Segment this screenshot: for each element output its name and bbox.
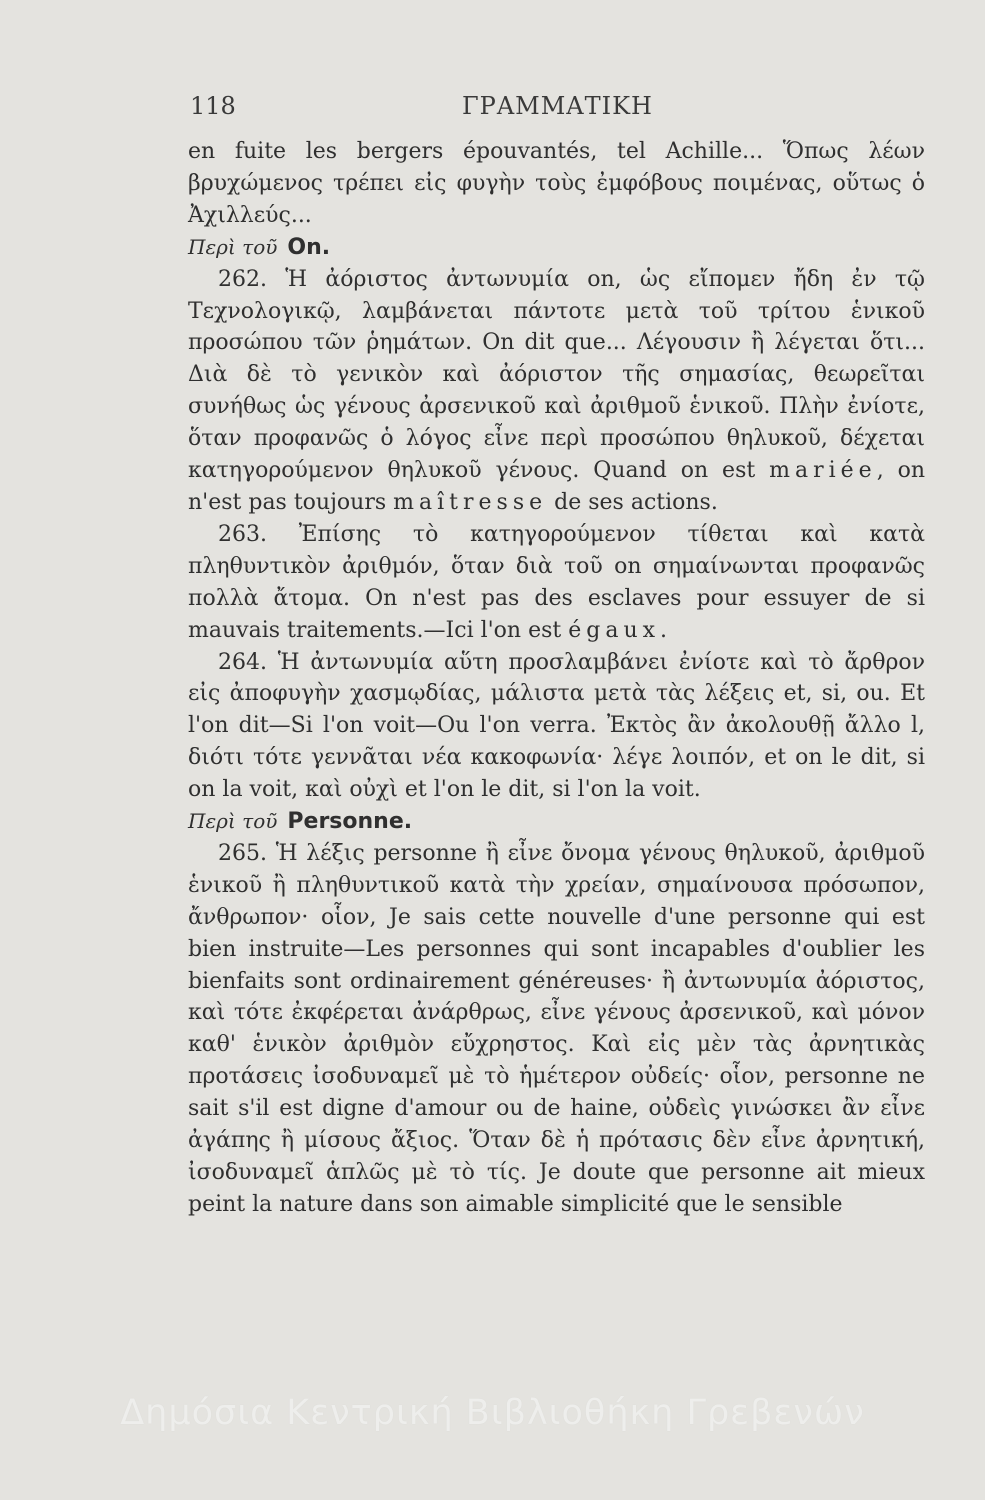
- paragraph-262-end: de ses actions.: [554, 489, 718, 515]
- section-title-word: Personne.: [287, 809, 413, 835]
- library-watermark: Δημόσια Κεντρική Βιβλιοθήκη Γρεβενών: [120, 1393, 865, 1433]
- paragraph-262-mid: , on n'est pas toujours: [188, 458, 925, 515]
- section-title-on: [188, 232, 925, 264]
- section-title-prefix: Περὶ τοῦ: [188, 809, 278, 834]
- emphasis-mariee: mariée: [769, 458, 877, 484]
- paragraph-265: 265. Ἡ λέξις personne ἢ εἶνε ὄνομα γένους θηλυκοῦ, ἀριθμοῦ ἑνικοῦ ἢ πληθυντικοῦ κατὰ τὴν χρείαν, σημαίνουσα πρόσωπον, ἄνθρωπον· οἷον, Je sais cette nouvelle d'une personne qui est bien instruite—Les personnes qui sont incapables d'oublier les bienfaits sont ordinairement généreuses· ἢ ἀντωνυμία ἀόριστος, καὶ τότε ἐκφέρεται ἀνάρθρως, εἶνε γένους ἀρσενικοῦ, καὶ μόνον καθ' ἑνικὸν ἀριθμὸν εὔχρηστος. Καὶ εἰς μὲν τὰς ἀρνητικὰς προτάσεις ἰσοδυναμεῖ μὲ τὸ ἡμέτερον οὐδείς· οἷον, personne ne sait s'il est digne d'amour ou de haine, οὐδεὶς γινώσκει ἂν εἶνε ἀγάπης ἢ μίσους ἄξιος. Ὅταν δὲ ἡ πρότασις δὲν εἶνε ἀρνητική, ἰσοδυναμεῖ ἁπλῶς μὲ τὸ τίς. Je doute que personne ait mieux peint la nature dans son aimable simplicité que le sensible: [188, 840, 925, 1217]
- intro-paragraph: en fuite les bergers épouvantés, tel Achille... Ὅπως λέων βρυχώμενος τρέπει εἰς φυγὴν τοὺς ἐμφόβους ποιμένας, οὕτως ὁ Ἀχιλλεύς...: [188, 139, 925, 228]
- page-header: [190, 92, 925, 126]
- paragraph-264: 264. Ἡ ἀντωνυμία αὕτη προσλαμβάνει ἐνίοτε καὶ τὸ ἄρθρον εἰς ἀποφυγὴν χασμῳδίας, μάλιστα μετὰ τὰς λέξεις et, si, ou. Et l'on dit—Si l'on voit—Ou l'on verra. Ἐκτὸς ἂν ἀκολουθῇ ἄλλο l, διότι τότε γεννᾶται νέα κακοφωνία· λέγε λοιπόν, et on le dit, si on la voit, καὶ οὐχὶ et l'on le dit, si l'on la voit.: [188, 649, 925, 803]
- body-text: [188, 136, 925, 1221]
- paragraph-263: [188, 519, 925, 647]
- paragraph-262: [188, 264, 925, 519]
- section-title-personne: [188, 806, 925, 838]
- paragraph-263-text: 263. Ἐπίσης τὸ κατηγορούμενον τίθεται καὶ κατὰ πληθυντικὸν ἀριθμόν, ὅταν διὰ τοῦ on σημαίνωνται προφανῶς πολλὰ ἄτομα. On n'est pas des esclaves pour essuyer de si mauvais traitements.—Ici l'on est: [188, 521, 925, 643]
- running-title: ΓΡΑΜΜΑΤΙΚΗ: [462, 92, 653, 120]
- paragraph-263-end: .: [660, 617, 668, 643]
- page-number: 118: [190, 92, 236, 120]
- emphasis-egaux: égaux: [568, 617, 661, 643]
- paragraph-262-text: 262. Ἡ ἀόριστος ἀντωνυμία on, ὡς εἴπομεν ἤδη ἐν τῷ Τεχνολογικῷ, λαμβάνεται πάντοτε μετὰ τοῦ τρίτου ἑνικοῦ προσώπου τῶν ῥημάτων. On dit que... Λέγουσιν ἢ λέγεται ὅτι... Διὰ δὲ τὸ γενικὸν καὶ ἀόριστον τῆς σημασίας, θεωρεῖται συνήθως ὡς γένους ἀρσενικοῦ καὶ ἀριθμοῦ ἑνικοῦ. Πλὴν ἐνίοτε, ὅταν προφανῶς ὁ λόγος εἶνε περὶ προσώπου θηλυκοῦ, δέχεται κατηγορούμενον θηλυκοῦ γένους. Quand on est: [188, 266, 925, 484]
- section-title-prefix: Περὶ τοῦ: [188, 234, 278, 259]
- emphasis-maitresse: maîtresse: [393, 489, 548, 515]
- section-title-word: On.: [287, 234, 331, 260]
